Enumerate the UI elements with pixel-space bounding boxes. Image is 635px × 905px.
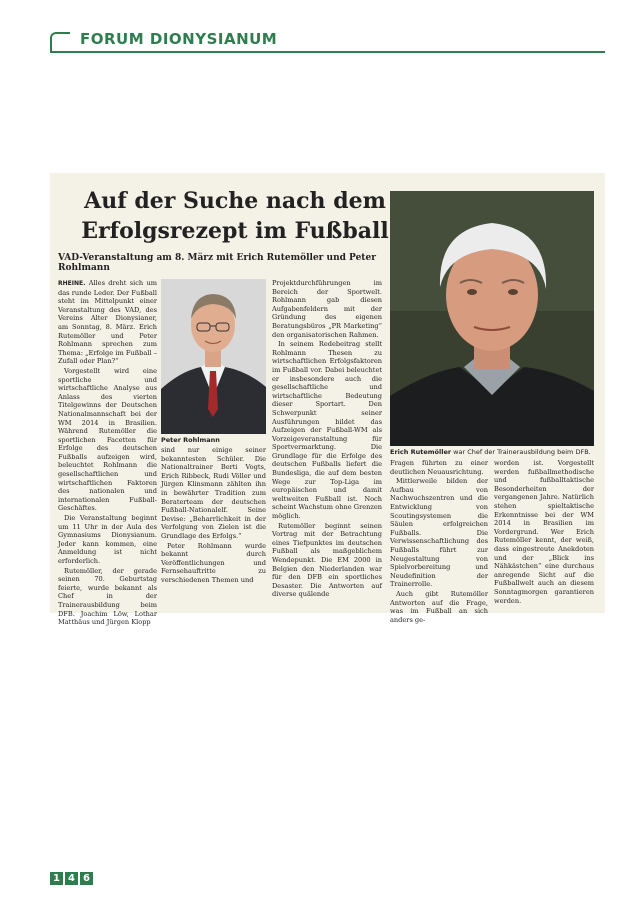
- rohlmann-photo: [161, 279, 266, 434]
- column-5-paragraph-1: worden ist. Vorgestellt werden fußballmethodische und fußballtaktische Besonderheiten der vergangenen Jahre. Natürlich stehen spieltaktische Erkenntnisse bei der WM 2014 in Brasilien im Vordergrund. Wer Erich Rutemöller kennt, der weiß, dass eingestreute Anekdoten und der „Blick ins Nähkästchen“ eine durchaus anregende Sicht auf die Fußballwelt auch an diesem Sonntagmorgen garantieren werden.: [494, 459, 594, 605]
- column-1-paragraph-1-text: Alles dreht sich um das runde Leder. Der Fußball steht im Mittelpunkt einer Veranstaltung des VAD, des Vereins Alter Dionysianer, am Sonntag, 8. März. Erich Rutemöller und Peter Rohlmann sprechen zum Thema: „Erfolge im Fußball – Zufall oder Plan?“: [58, 279, 157, 366]
- dateline: RHEINE.: [58, 280, 86, 287]
- column-3-paragraph-1: Projektdurchführungen im Bereich der Sportwelt. Rohlmann gab diesen Aufgabenfeldern mit der Gründung des eigenen Beratungsbüros „PR Marketing“ den organisatorischen Rahmen.: [272, 279, 382, 339]
- column-1-paragraph-3: Die Veranstaltung beginnt um 11 Uhr in der Aula des Gymnasiums Dionysianum. Jeder kann kommen, eine Anmeldung ist nicht erforderlich.: [58, 514, 157, 565]
- rutemoeller-caption: [390, 448, 591, 456]
- column-4-paragraph-2: Mittlerweile bilden der Aufbau von Nachwuchszentren und die Entwicklung von Scoutingsystemen die Säulen erfolgreichen Fußballs. Die Verwissenschaftlichung des Fußballs führt zur Neugestaltung von Spielvorbereitung und Neudefinition der Trainerrolle.: [390, 477, 488, 589]
- article-column-1: [58, 279, 157, 627]
- rutemoeller-portrait-illustration: [390, 191, 594, 446]
- column-4-paragraph-1: Fragen führten zu einer deutlichen Neuausrichtung.: [390, 459, 488, 476]
- rutemoeller-caption-text: war Chef der Trainerausbildung beim DFB.: [453, 448, 591, 456]
- rutemoeller-photo: [390, 191, 594, 446]
- rohlmann-caption-name: Peter Rohlmann: [161, 436, 220, 444]
- page-number-digit-1: 1: [50, 872, 63, 885]
- rohlmann-portrait-illustration: [161, 279, 266, 434]
- page-number-digit-3: 6: [80, 872, 93, 885]
- page-number-digit-2: 4: [65, 872, 78, 885]
- article-column-3: [272, 279, 382, 611]
- column-1-paragraph-1: [58, 279, 157, 366]
- column-2-paragraph-2: Peter Rohlmann wurde bekannt durch Veröffentlichungen und Fernsehauftritte zu verschiedenen Themen und: [161, 541, 266, 584]
- page-number: [50, 872, 93, 885]
- newspaper-clipping: [50, 173, 605, 627]
- section-header: [50, 30, 605, 52]
- header-corner-ornament: [50, 32, 70, 52]
- rohlmann-caption: [161, 436, 220, 444]
- header-rule: [50, 51, 605, 53]
- column-1-paragraph-2: Vorgestellt wird eine sportliche und wirtschaftliche Analyse aus Anlass des vierten Titelgewinns der Deutschen Nationalmannschaft bei der WM 2014 in Brasilien. Während Rutemöller die sportlichen Facetten für Erfolge des deutschen Fußballs aufzeigen wird, beleuchtet Rohlmann die gesellschaftlichen und wirtschaftlichen Faktoren des nationalen und internationalen Fußball-Geschäftes.: [58, 366, 157, 513]
- column-4-paragraph-3: Auch gibt Rutemöller Antworten auf die Frage, was im Fußball an sich anders ge-: [390, 589, 488, 624]
- headline-line-1: Auf der Suche nach dem: [84, 188, 386, 214]
- article-column-5: [494, 459, 594, 611]
- headline-line-2: Erfolgsrezept im Fußball: [81, 218, 389, 244]
- rutemoeller-caption-name: Erich Rutemöller: [390, 448, 452, 456]
- column-3-paragraph-3: Rutemöller beginnt seinen Vortrag mit der Betrachtung eines Tiefpunktes im deutschen Fußball als maßgeblichem Wendepunkt. Die EM 2000 in Belgien den Niederlanden war für den DFB ein sportliches Desaster. Die Antworten auf diverse quälende: [272, 521, 382, 599]
- column-2-paragraph-1: sind nur einige seiner bekanntesten Schüler. Die Nationaltrainer Berti Vogts, Erich Ribbeck, Rudi Völler und Jürgen Klinsmann zählten ihn in bewährter Tradition zum Beraterteam der deutschen Fußball-Nationalelf. Seine Devise: „Beharrlichkeit in der Verfolgung von Zielen ist die Grundlage des Erfolgs.“: [161, 446, 266, 540]
- column-3-paragraph-2: In seinem Redebeitrag stellt Rohlmann Thesen zu wirtschaftlichen Erfolgsfaktoren im Fußball vor. Dabei beleuchtet er insbesondere auch die gesellschaftliche und wirtschaftliche Bedeutung dieser Sportart. Den Schwerpunkt seiner Ausführungen bildet das Aufzeigen der Fußball-WM als Vorzeigeveranstaltung für Sportvermarktung. Die Grundlage für die Erfolge des deutschen Fußballs liefert die Bundesliga, die auf dem besten Wege zur Top-Liga im europäischen und damit weltweiten Fußball ist. Noch scheint Wachstum ohne Grenzen möglich.: [272, 340, 382, 521]
- article-subhead: VAD-Veranstaltung am 8. März mit Erich Rutemöller und Peter Rohlmann: [58, 253, 376, 273]
- column-1-paragraph-4: Rutemöller, der gerade seinen 70. Geburtstag feierte, wurde bekannt als Chef in der Trainerausbildung beim DFB. Joachim Löw, Lothar Matthäus und Jürgen Klopp: [58, 566, 157, 627]
- article-headline: [70, 186, 400, 246]
- article-column-2: [161, 446, 266, 611]
- article-column-4: [390, 459, 488, 624]
- section-title: FORUM DIONYSIANUM: [80, 30, 278, 48]
